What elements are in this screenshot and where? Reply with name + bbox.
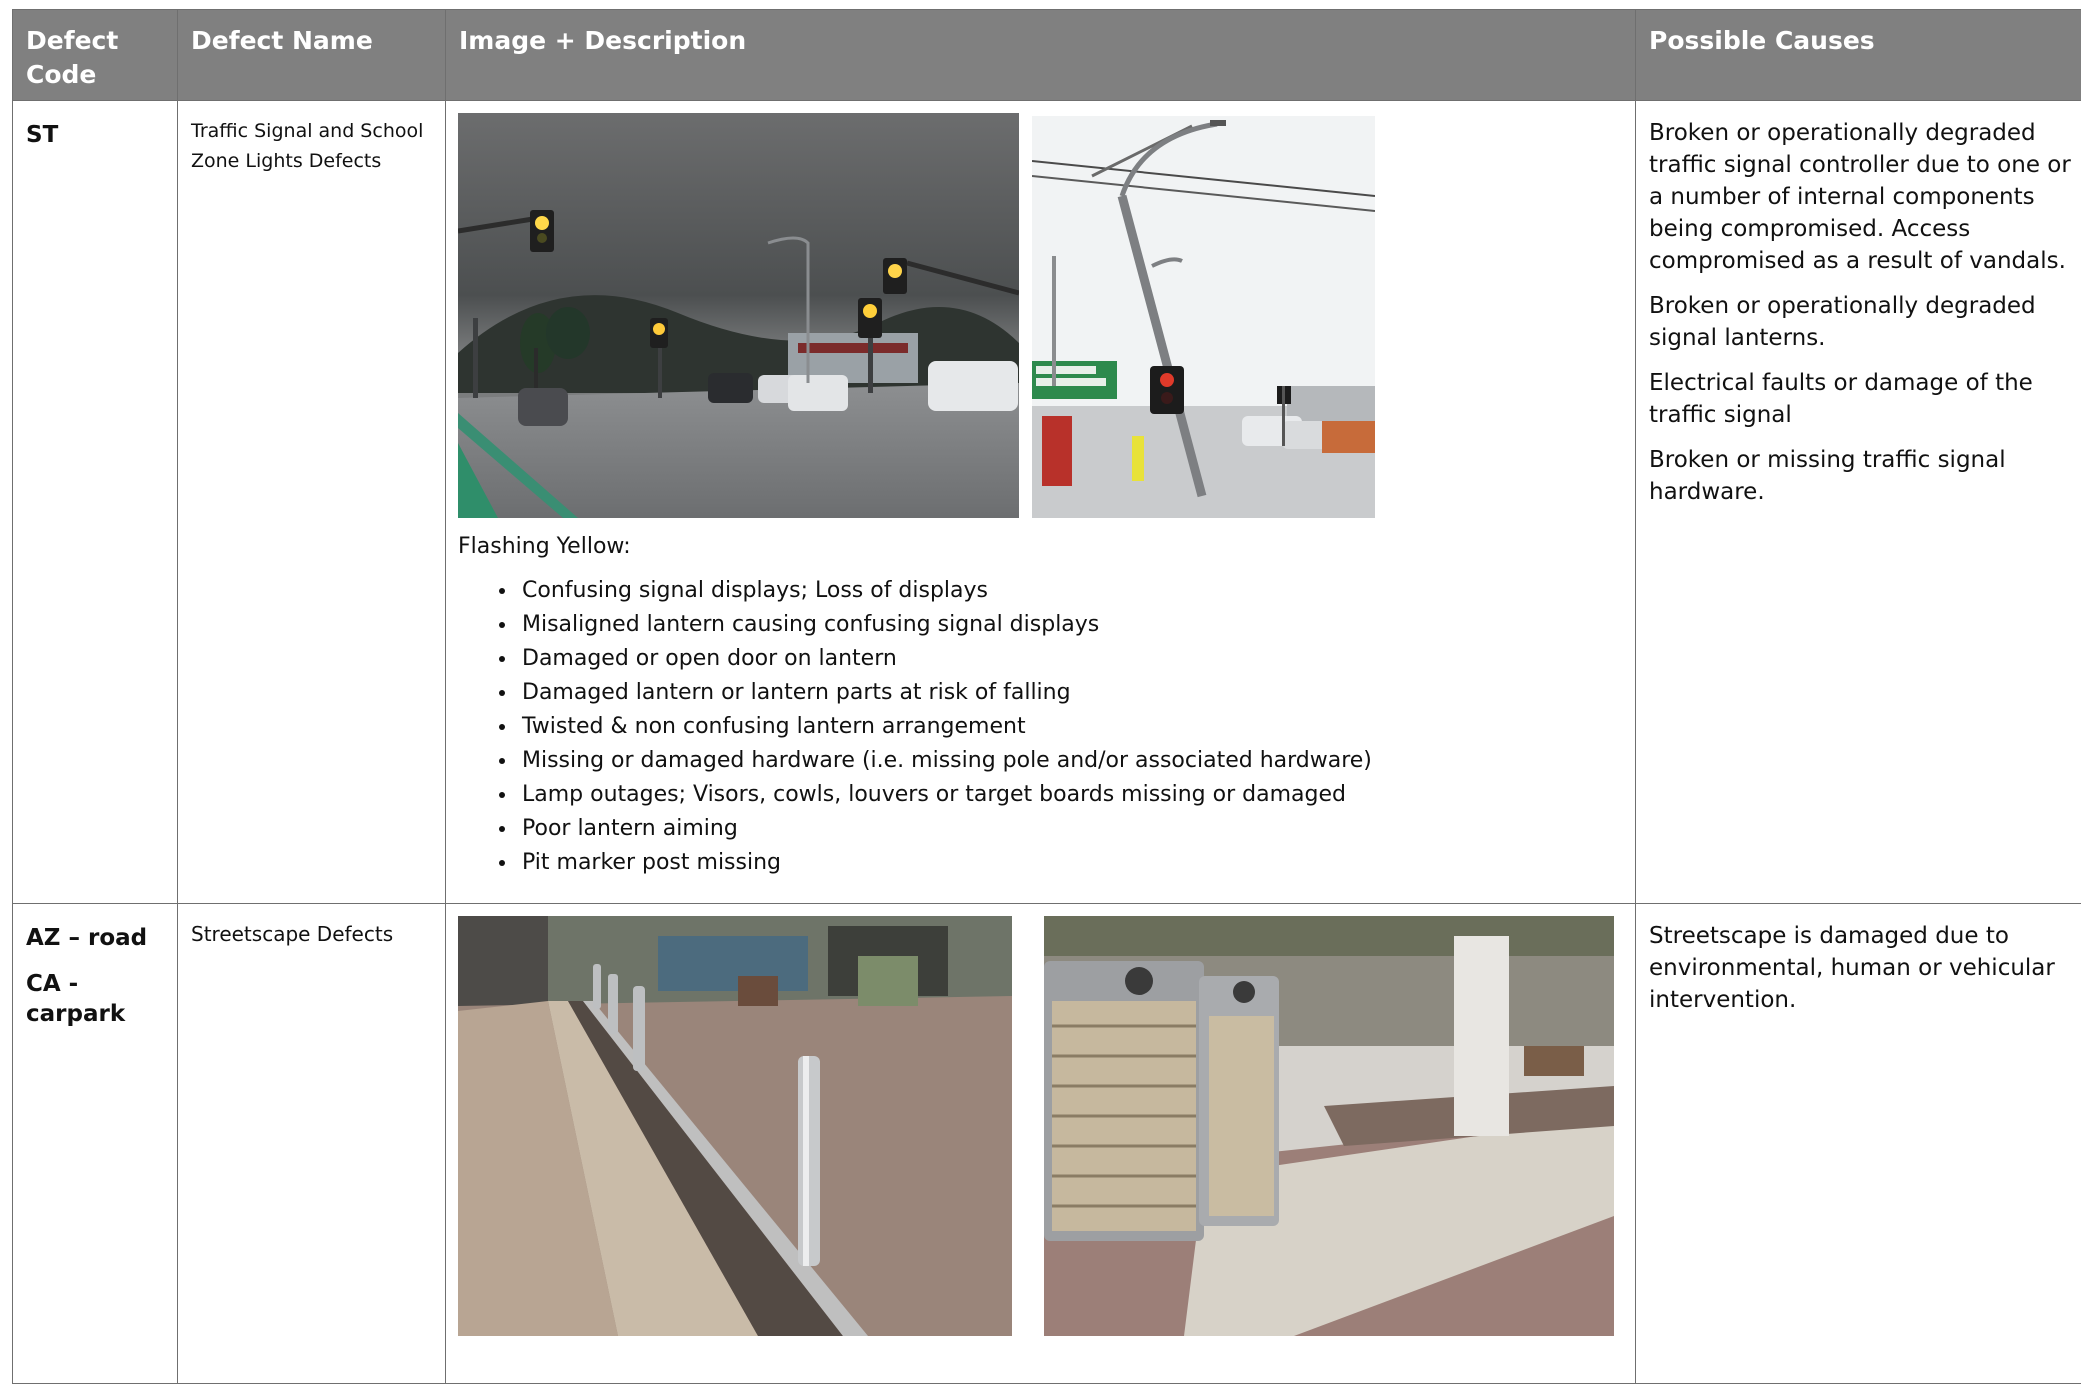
cause-text: Broken or missing traffic signal hardware. bbox=[1649, 444, 2071, 508]
cause-text: Streetscape is damaged due to environmental, human or vehicular intervention. bbox=[1649, 920, 2071, 1016]
list-item: • Damaged or open door on lantern bbox=[518, 642, 1623, 676]
defect-name-cell bbox=[178, 904, 446, 1384]
list-item: • Confusing signal displays; Loss of displays bbox=[518, 574, 1623, 608]
list-item: • Pit marker post missing bbox=[518, 846, 1623, 880]
photo-group bbox=[458, 916, 1623, 1336]
list-item: • Missing or damaged hardware (i.e. missing pole and/or associated hardware) bbox=[518, 744, 1623, 778]
possible-causes-cell bbox=[1636, 101, 2081, 904]
header-defect-code: Defect Code bbox=[13, 10, 178, 101]
header-image-description: Image + Description bbox=[446, 10, 1636, 101]
list-item: • Damaged lantern or lantern parts at risk of falling bbox=[518, 676, 1623, 710]
defect-code: CA - carpark bbox=[26, 969, 164, 1029]
streetscape-bins-photo bbox=[1044, 916, 1614, 1336]
defect-table bbox=[12, 9, 2081, 1384]
defect-name: Streetscape Defects bbox=[191, 922, 393, 946]
defect-code-cell bbox=[13, 904, 178, 1384]
defect-name-cell bbox=[178, 101, 446, 904]
defect-code: AZ – road bbox=[26, 923, 164, 953]
defect-list bbox=[458, 574, 1623, 880]
image-description-cell bbox=[446, 101, 1636, 904]
cause-text: Broken or operationally degraded signal lanterns. bbox=[1649, 290, 2071, 354]
defect-code-cell bbox=[13, 101, 178, 904]
damaged-pole-photo bbox=[1032, 116, 1375, 518]
traffic-signal-photo bbox=[458, 113, 1019, 518]
header-defect-name: Defect Name bbox=[178, 10, 446, 101]
defect-code: ST bbox=[26, 122, 58, 148]
cause-text: Electrical faults or damage of the traffic signal bbox=[1649, 367, 2071, 431]
defect-name: Traffic Signal and School Zone Lights Defects bbox=[191, 120, 423, 172]
header-possible-causes: Possible Causes bbox=[1636, 10, 2081, 101]
table-row bbox=[13, 101, 2081, 904]
list-item: • Misaligned lantern causing confusing signal displays bbox=[518, 608, 1623, 642]
cause-text: Broken or operationally degraded traffic signal controller due to one or a number of internal components being compromised. Access compromised as a result of vandals. bbox=[1649, 117, 2071, 277]
photo-group bbox=[458, 113, 1623, 518]
header-row bbox=[13, 10, 2081, 101]
list-item: • Lamp outages; Visors, cowls, louvers or target boards missing or damaged bbox=[518, 778, 1623, 812]
streetscape-bollards-photo bbox=[458, 916, 1012, 1336]
possible-causes-cell bbox=[1636, 904, 2081, 1384]
table-row bbox=[13, 904, 2081, 1384]
list-item: • Poor lantern aiming bbox=[518, 812, 1623, 846]
description-title: Flashing Yellow: bbox=[458, 532, 1623, 562]
image-description-cell bbox=[446, 904, 1636, 1384]
list-item: • Twisted & non confusing lantern arrangement bbox=[518, 710, 1623, 744]
